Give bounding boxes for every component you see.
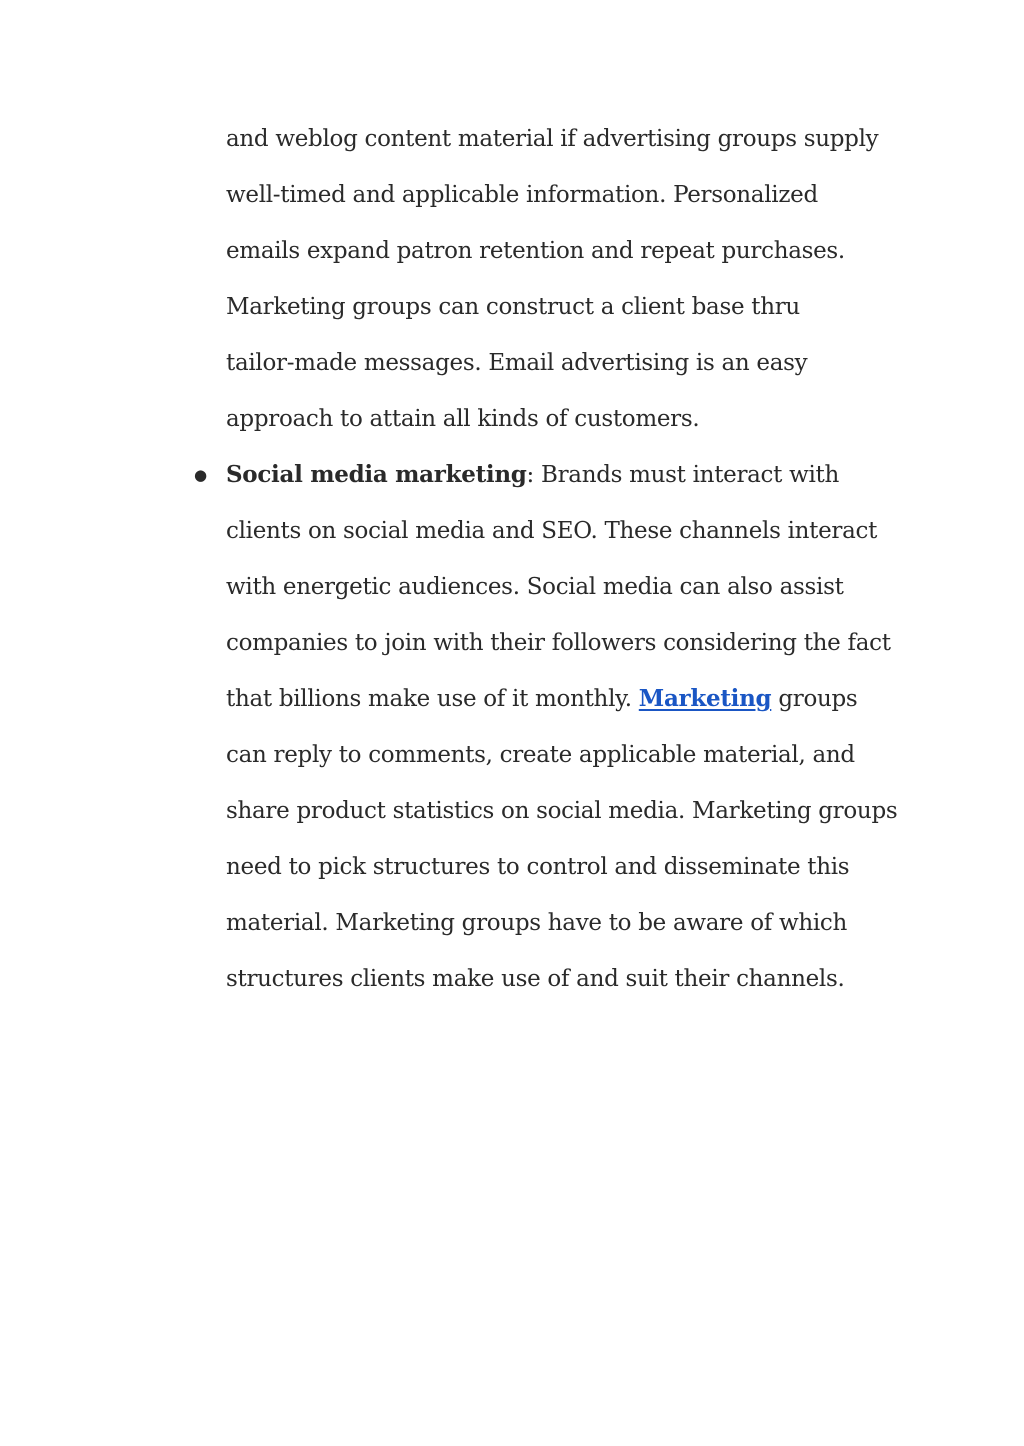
body-text-line: and weblog content material if advertising groups supply	[226, 126, 879, 152]
body-text-line: with energetic audiences. Social media can also assist	[226, 574, 844, 600]
body-text-line: Marketing groups can construct a client base thru	[226, 294, 800, 320]
body-text-line: emails expand patron retention and repeat purchases.	[226, 238, 845, 264]
link-line-prefix: that billions make use of it monthly.	[226, 686, 639, 712]
list-item-heading: Social media marketing	[226, 461, 527, 488]
list-item-social-media	[194, 447, 926, 503]
document-body	[194, 111, 926, 1007]
bullet-icon: ●	[194, 466, 207, 484]
body-text-line: well-timed and applicable information. Personalized	[226, 182, 818, 208]
link-line-suffix: groups	[771, 686, 858, 712]
body-text-line: clients on social media and SEO. These channels interact	[226, 518, 878, 544]
body-text-line: structures clients make use of and suit their channels.	[226, 966, 845, 992]
body-text-line: companies to join with their followers considering the fact	[226, 630, 891, 656]
marketing-link[interactable]: Marketing	[638, 685, 772, 712]
body-text-line: tailor-made messages. Email advertising is an easy	[226, 350, 808, 376]
body-text-line: share product statistics on social media. Marketing groups	[226, 798, 898, 824]
body-text-line: material. Marketing groups have to be aware of which	[226, 910, 848, 936]
body-text-line: need to pick structures to control and disseminate this	[226, 854, 850, 880]
body-text-line-with-link	[226, 671, 926, 727]
list-item-heading-suffix: : Brands must interact with	[526, 462, 839, 488]
body-text-line: approach to attain all kinds of customers.	[226, 406, 700, 432]
body-text-line: can reply to comments, create applicable material, and	[226, 742, 855, 768]
